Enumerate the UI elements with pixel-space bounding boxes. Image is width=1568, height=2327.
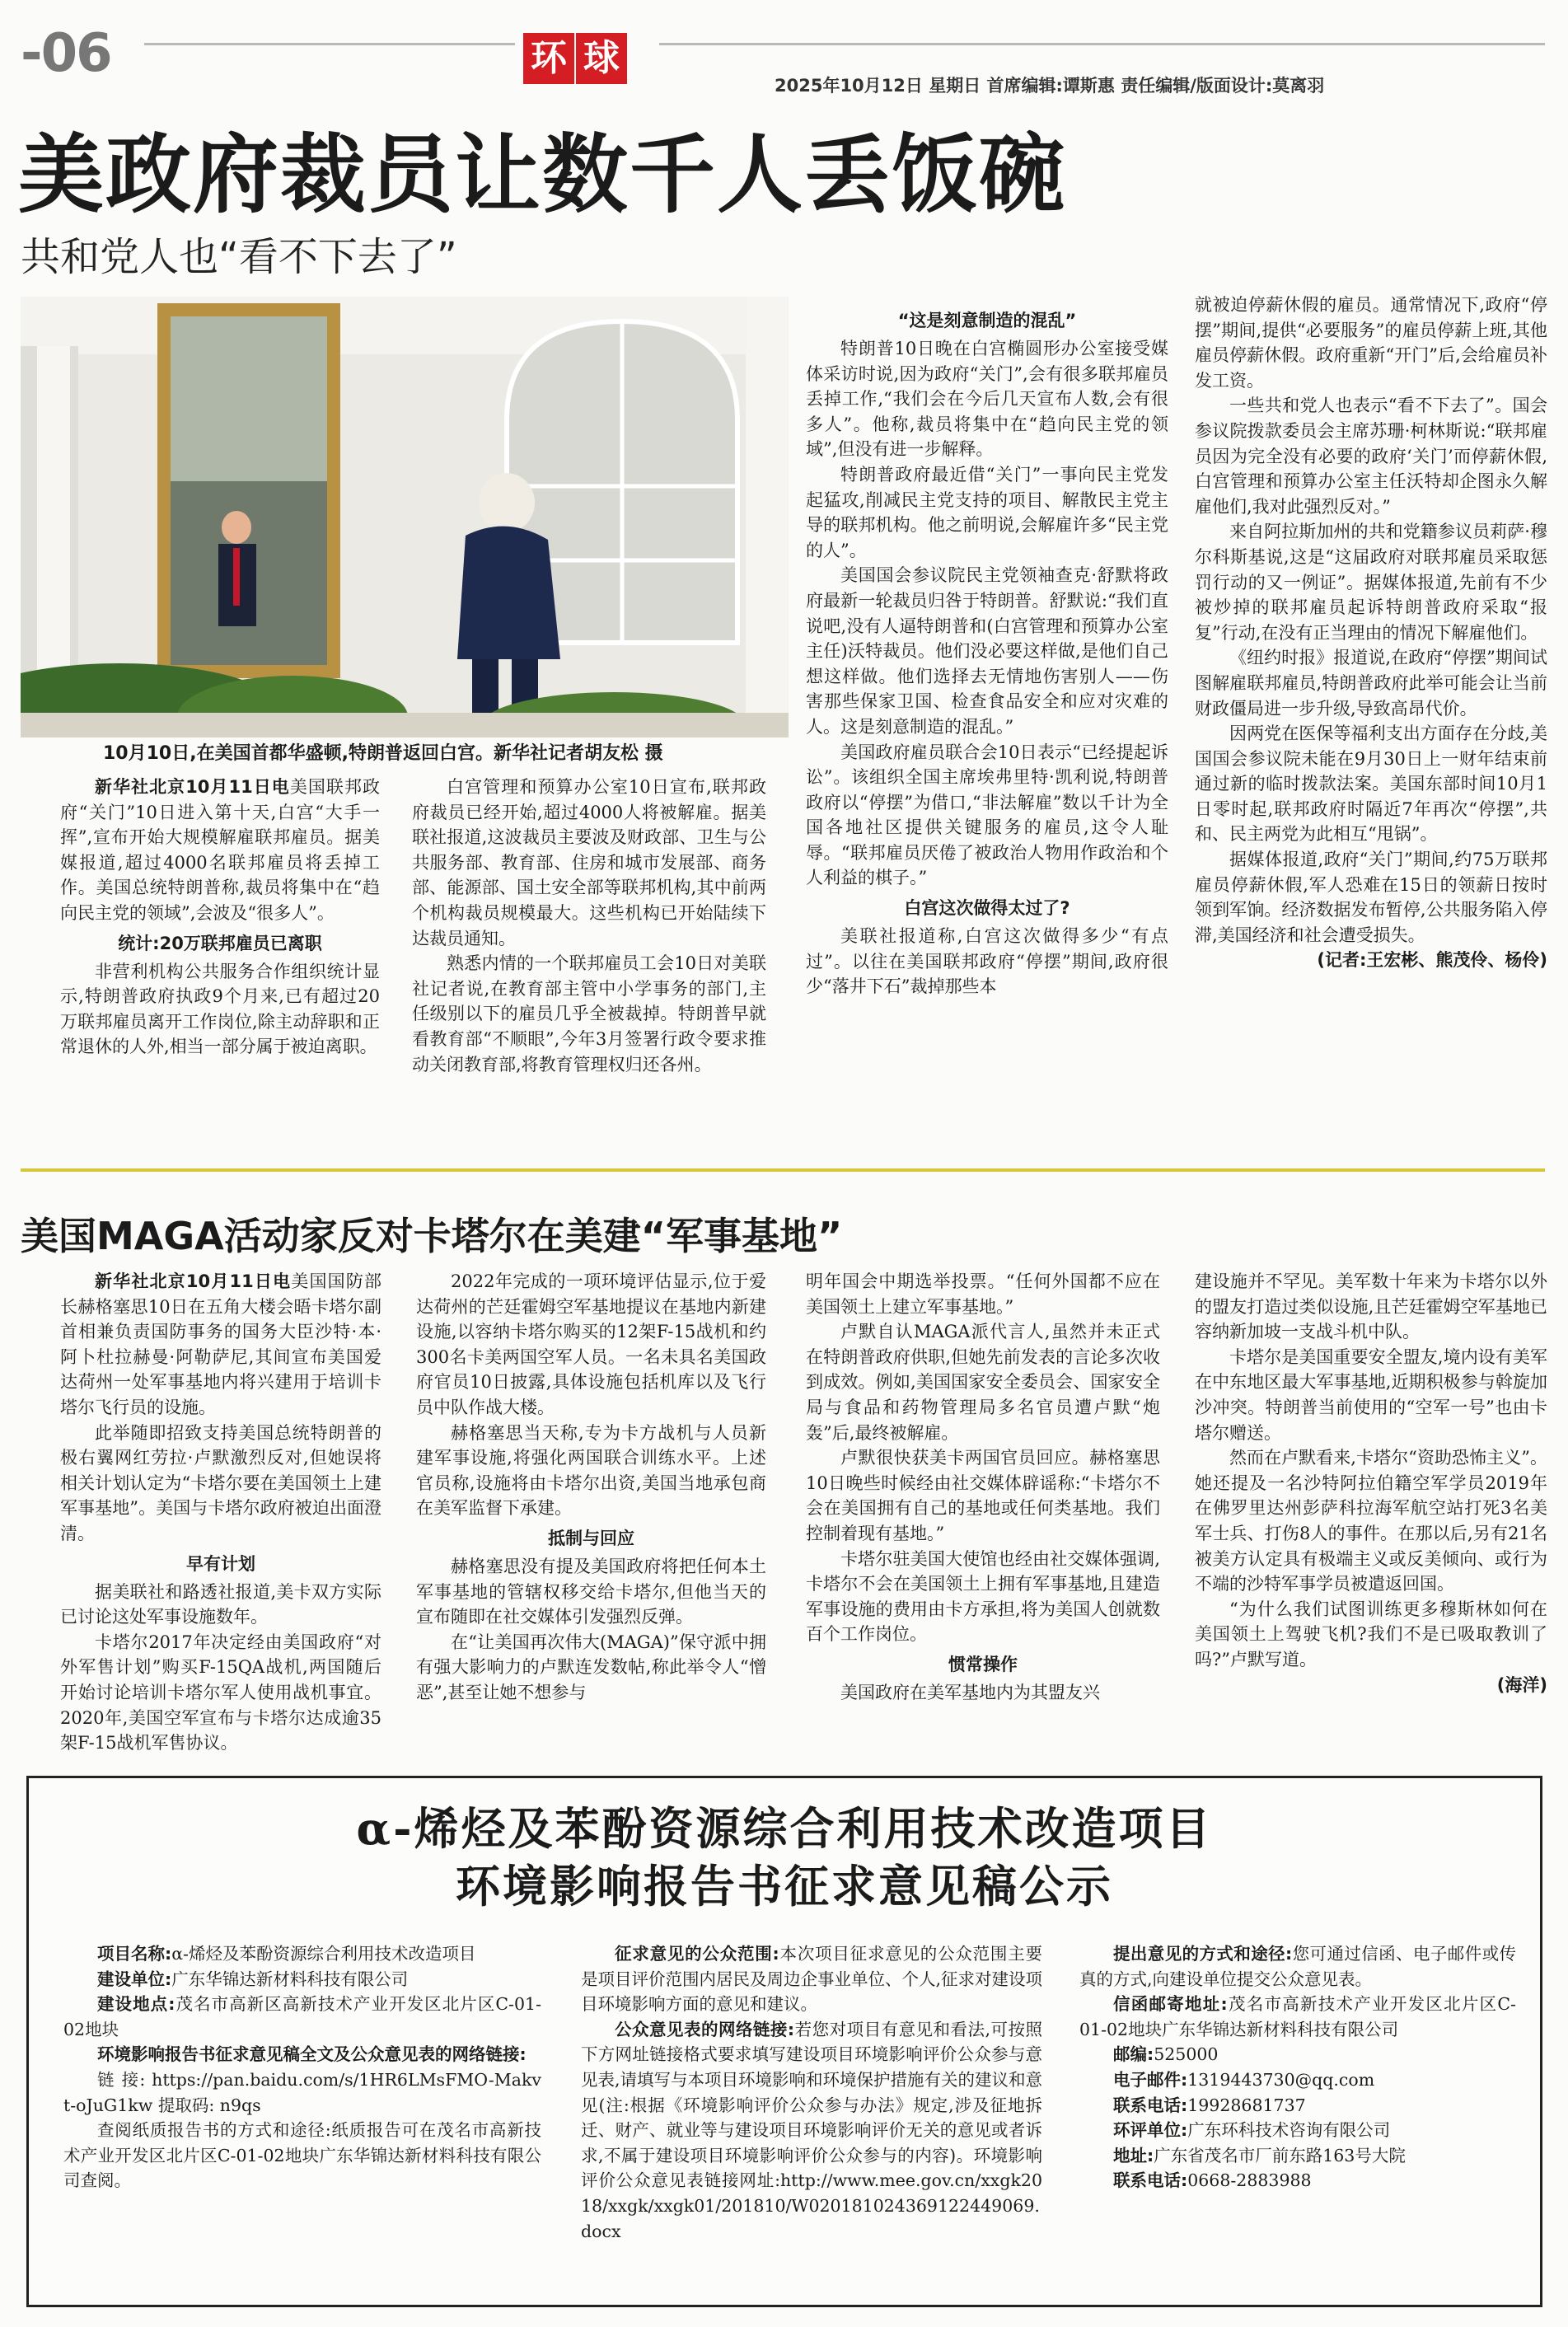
article1-c4-p5: 因两党在医保等福利支出方面存在分歧,美国国会参议院未能在9月30日上一财年结束前通过新的临时拨款法案。美国东部时间10月1日零时起,联邦政府时隔近7年再次“停摆”,共和、民主两党为此相互“甩锅”。 xyxy=(1195,723,1547,845)
notice-column-3 xyxy=(1079,1941,1516,2296)
article1-c1-p1: 美国联邦政府“关门”10日进入第十天,白宫“大手一挥”,宣布开始大规模解雇联邦雇员。据美媒报道,超过4000名联邦雇员将丢掉工作。美国总统特朗普称,裁员将集中在“趋向民主党的领域”,会波及“很多人”。 xyxy=(60,777,380,923)
article1-c4-p6: 据媒体报道,政府“关门”期间,约75万联邦雇员停薪休假,军人恐难在15日的领薪日按时领到军饷。经济数据发布暂停,公共服务陷入停滞,美国经济和社会遭受损失。 xyxy=(1195,850,1547,945)
notice-label: 电子邮件: xyxy=(1113,2069,1188,2090)
notice-value: 您可通过信函、电子邮件或传真的方式,向建设单位提交公众意见表。 xyxy=(1079,1944,1516,1989)
notice-phone: 19928681737 xyxy=(1187,2095,1306,2115)
notice-value: 茂名市高新区高新技术产业开发区北片区C-01-02地块 xyxy=(63,1994,541,2039)
notice-value: 茂名市高新技术产业开发区北片区C-01-02地块广东华锦达新材料科技有限公司 xyxy=(1079,1994,1516,2039)
notice-title-2: 环境影响报告书征求意见稿公示 xyxy=(456,1860,1113,1913)
notice-label: 联系电话: xyxy=(1113,2095,1188,2115)
article1-c2-p2: 熟悉内情的一个联邦雇员工会10日对美联社记者说,在教育部主管中小学事务的部门,主任级别以下的雇员几乎全被裁掉。特朗普早就看教育部“不顺眼”,今年3月签署行政令要求推动关闭教育部,将教育管理权归还各州。 xyxy=(412,953,766,1075)
notice-value: 广东华锦达新材料科技有限公司 xyxy=(171,1969,409,1989)
article1-subheadline: 共和党人也“看不下去了” xyxy=(21,234,457,280)
article1-subhead-3: 白宫这次做得太过了? xyxy=(904,898,1070,919)
article2-column-3 xyxy=(806,1269,1160,1763)
photo-caption: 10月10日,在美国首都华盛顿,特朗普返回白宫。新华社记者胡友松 摄 xyxy=(103,743,663,764)
page-number: -06 xyxy=(21,23,111,84)
notice-label: 建设单位: xyxy=(97,1969,172,1989)
header-rule-right xyxy=(659,43,1545,45)
article2-c1-p1: 美国国防部长赫格塞思10日在五角大楼会晤卡塔尔副首相兼负责国防事务的国务大臣沙特·本·阿卜杜拉赫曼·阿勒萨尼,其间宣布美国爱达荷州一处军事基地内将兴建用于培训卡塔尔飞行员的设施。 xyxy=(60,1271,381,1417)
article1-column-2 xyxy=(412,775,766,1137)
article2-column-2 xyxy=(416,1269,766,1763)
public-notice-box xyxy=(26,1776,1542,2307)
article2-c1-p3: 据美联社和路透社报道,美卡双方实际已讨论这处军事设施数年。 xyxy=(60,1581,381,1627)
article2-c2-p2: 赫格塞思当天称,专为卡方战机与人员新建军事设施,将强化两国联合训练水平。上述官员称,设施将由卡塔尔出资,美国当地承包商在美军监督下承建。 xyxy=(416,1422,766,1519)
notice-label: 环境影响报告书征求意见稿全文及公众意见表的网络链接: xyxy=(97,2044,527,2065)
notice-label: 公众意见表的网络链接: xyxy=(615,2019,795,2039)
section-badge xyxy=(523,33,647,84)
notice-label: 联系电话: xyxy=(1113,2170,1188,2191)
article2-c3-p2: 卢默自认MAGA派代言人,虽然并未正式在特朗普政府供职,但她先前发表的言论多次收到成效。例如,美国国家安全委员会、国家安全局与食品和药物管理局多名官员遭卢默“炮轰”后,最终被解雇。 xyxy=(806,1322,1160,1443)
notice-value: 广东环科技术咨询有限公司 xyxy=(1187,2120,1391,2141)
article1-c3-p1: 特朗普10日晚在白宫椭圆形办公室接受媒体采访时说,因为政府“关门”,会有很多联邦雇员丢掉工作,“我们会在今后几天宣布人数,会有很多人”。他称,裁员将集中在“趋向民主党的领域”,但没有进一步解释。 xyxy=(806,339,1168,460)
header-rule xyxy=(144,43,515,45)
article1-column-1 xyxy=(60,775,380,1137)
notice-paper-access: 查阅纸质报告书的方式和途径:纸质报告可在茂名市高新技术产业开发区北片区C-01-02地块广东华锦达新材料科技有限公司查阅。 xyxy=(63,2120,541,2191)
article2-c4-p2: 卡塔尔是美国重要安全盟友,境内设有美军在中东地区最大军事基地,近期积极参与斡旋加沙冲突。特朗普当前使用的“空军一号”也由卡塔尔赠送。 xyxy=(1195,1346,1547,1443)
article1-c3-p2: 特朗普政府最近借“关门”一事向民主党发起猛攻,削减民主党支持的项目、解散民主党主导的联邦机构。他之前明说,会解雇许多“民主党的人”。 xyxy=(806,464,1168,560)
news-photo xyxy=(21,297,789,737)
article2-c2-p4: 在“让美国再次伟大(MAGA)”保守派中拥有强大影响力的卢默连发数帖,称此举令人“憎恶”,甚至让她不想参与 xyxy=(416,1632,766,1702)
article1-byline: (记者:王宏彬、熊茂伶、杨伶) xyxy=(1317,950,1547,971)
notice-email[interactable]: 1319443730@qq.com xyxy=(1187,2069,1375,2090)
article1-c3-p5: 美联社报道称,白宫这次做得多少“有点过”。以往在美国联邦政府“停摆”期间,政府很少“落井下石”裁掉那些本 xyxy=(806,926,1168,997)
notice-label: 征求意见的公众范围: xyxy=(615,1944,779,1964)
notice-label: 建设地点: xyxy=(97,1994,176,2015)
notice-title-1: α-烯烃及苯酚资源综合利用技术改造项目 xyxy=(356,1802,1213,1855)
section-badge-char-2: 球 xyxy=(576,33,627,84)
article2-subhead-1: 早有计划 xyxy=(186,1553,255,1574)
article2-column-4 xyxy=(1195,1269,1547,1763)
article2-headline: 美国MAGA活动家反对卡塔尔在美建“军事基地” xyxy=(21,1214,843,1258)
article2-c3-p5: 美国政府在美军基地内为其盟友兴 xyxy=(840,1682,1100,1702)
notice-form-link[interactable]: 若您对项目有意见和看法,可按照下方网址链接格式要求填写建设项目环境影响评价公众参与意见表,请填写与本项目环境影响和环境保护措施有关的建议和意见(注:根据《环境影响评价公众参与办法》规定,涉及征地拆迁、财产、就业等与建设项目环境影响评价无关的意见或者诉求,不属于建设项目环境影响评价公众参与的内容)。环境影响评价公众意见表链接网址:http://www.mee.gov.cn/xxgk2018/xxgk/xxgk01/201810/W020181024369122449069.docx xyxy=(581,2019,1042,2241)
article2-c4-p4: “为什么我们试图训练更多穆斯林如何在美国领土上驾驶飞机?我们不是已吸取教训了吗?”卢默写道。 xyxy=(1195,1599,1547,1669)
notice-label: 邮编: xyxy=(1113,2044,1154,2065)
notice-column-2 xyxy=(581,1941,1042,2296)
article2-c1-p4: 卡塔尔2017年决定经由美国政府“对外军售计划”购买F-15QA战机,两国随后开始讨论培训卡塔尔军人使用战机事宜。2020年,美国空军宣布与卡塔尔达成逾35架F-15战机军售协议。 xyxy=(60,1632,381,1753)
article1-c3-p4: 美国政府雇员联合会10日表示“已经提起诉讼”。该组织全国主席埃弗里特·凯利说,特朗普政府以“停摆”为借口,“非法解雇”数以千计为全国各地社区提供关键服务的雇员,这令人耻辱。“联邦雇员厌倦了被政治人物用作政治和个人利益的棋子。” xyxy=(806,742,1168,888)
article-divider xyxy=(21,1168,1545,1172)
article1-c4-p4: 《纽约时报》报道说,在政府“停摆”期间试图解雇联邦雇员,特朗普政府此举可能会让当前财政僵局进一步升级,导致高昂代价。 xyxy=(1195,648,1547,719)
notice-value: 525000 xyxy=(1154,2044,1219,2065)
notice-label: 项目名称: xyxy=(97,1944,172,1964)
article1-c1-p2: 非营利机构公共服务合作组织统计显示,特朗普政府执政9个月来,已有超过20万联邦雇员离开工作岗位,除主动辞职和正常退休的人外,相当一部分属于被迫离职。 xyxy=(60,961,380,1057)
article2-subhead-2: 抵制与回应 xyxy=(548,1528,634,1548)
article2-c4-p1: 建设施并不罕见。美军数十年来为卡塔尔以外的盟友打造过类似设施,且芒廷霍姆空军基地已容纳新加坡一支战斗机中队。 xyxy=(1195,1271,1547,1342)
article1-subhead-1: 统计:20万联邦雇员已离职 xyxy=(118,933,322,953)
section-badge-char-1: 环 xyxy=(523,33,574,84)
notice-label: 地址: xyxy=(1113,2145,1154,2165)
article2-c3-p1: 明年国会中期选举投票。“任何外国都不应在美国领土上建立军事基地。” xyxy=(806,1271,1160,1317)
notice-label: 信函邮寄地址: xyxy=(1113,1994,1228,2015)
article2-c3-p3: 卢默很快获美卡两国官员回应。赫格塞思10日晚些时候经由社交媒体辟谣称:“卡塔尔不会在美国拥有自己的基地或任何类基地。我们控制着现有基地。” xyxy=(806,1448,1160,1543)
article1-column-3 xyxy=(806,303,1168,1135)
article1-c4-p3: 来自阿拉斯加州的共和党籍参议员莉萨·穆尔科斯基说,这是“这届政府对联邦雇员采取惩罚行动的又一例证”。据媒体报道,先前有不少被炒掉的联邦雇员起诉特朗普政府采取“报复”行动,在没有正当理由的情况下解雇他们。 xyxy=(1195,522,1547,643)
article2-subhead-3: 惯常操作 xyxy=(948,1654,1018,1674)
notice-value: 广东省茂名市厂前东路163号大院 xyxy=(1154,2145,1406,2165)
article2-column-1 xyxy=(60,1269,381,1763)
article1-c3-p3: 美国国会参议院民主党领袖查克·舒默将政府最新一轮裁员归咎于特朗普。舒默说:“我们直说吧,没有人逼特朗普和(白宫管理和预算办公室主任)沃特裁员。他们没必要这样做,是他们自己想这样做。他们选择去无情地伤害别人——伤害那些保家卫国、检查食品安全和应对灾难的人。这是刻意制造的混乱。” xyxy=(806,565,1168,737)
article1-c4-p1: 就被迫停薪休假的雇员。通常情况下,政府“停摆”期间,提供“必要服务”的雇员停薪上班,其他雇员停薪休假。政府重新“开门”后,会给雇员补发工资。 xyxy=(1195,295,1547,391)
notice-label: 环评单位: xyxy=(1113,2120,1188,2141)
notice-value: 本次项目征求意见的公众范围主要是项目评价范围内居民及周边企事业单位、个人,征求对建设项目环境影响方面的意见和建议。 xyxy=(581,1944,1042,2015)
article1-subhead-2: “这是刻意制造的混乱” xyxy=(897,311,1077,330)
article2-byline: (海洋) xyxy=(1496,1674,1547,1695)
article2-c3-p4: 卡塔尔驻美国大使馆也经由社交媒体强调,卡塔尔不会在美国领土上拥有军事基地,且建造军事设施的费用由卡方承担,将为美国人创就数百个工作岗位。 xyxy=(806,1548,1160,1645)
article2-c2-p1: 2022年完成的一项环境评估显示,位于爱达荷州的芒廷霍姆空军基地提议在基地内新建设施,以容纳卡塔尔购买的12架F-15战机和约300名卡美两国空军人员。一名未具名美国政府官员10日披露,具体设施包括机库以及飞行员中队作战大楼。 xyxy=(416,1271,766,1417)
article2-lead: 新华社北京10月11日电 xyxy=(95,1271,292,1291)
article1-lead: 新华社北京10月11日电 xyxy=(95,777,290,797)
article1-c2-p1: 白宫管理和预算办公室10日宣布,联邦政府裁员已经开始,超过4000人将被解雇。据美联社报道,这波裁员主要波及财政部、卫生与公共服务部、教育部、住房和城市发展部、商务部、能源部、国土安全部等联邦机构,其中前两个机构裁员规模最大。这些机构已开始陆续下达裁员通知。 xyxy=(412,777,766,948)
notice-column-1 xyxy=(63,1941,541,2296)
dateline: 2025年10月12日 星期日 首席编辑:谭斯惠 责任编辑/版面设计:莫离羽 xyxy=(775,76,1325,96)
notice-download-link[interactable]: 链 接: https://pan.baidu.com/s/1HR6LMsFMO-Makvt-oJuG1kw 提取码: n9qs xyxy=(63,2069,541,2115)
notice-value: α-烯烃及苯酚资源综合利用技术改造项目 xyxy=(171,1944,476,1964)
notice-label: 提出意见的方式和途径: xyxy=(1113,1944,1293,1964)
article2-c1-p2: 此举随即招致支持美国总统特朗普的极右翼网红劳拉·卢默激烈反对,但她误将相关计划认定为“卡塔尔要在美国领土上建军事基地”。美国与卡塔尔政府被迫出面澄清。 xyxy=(60,1422,381,1543)
article2-c2-p3: 赫格塞思没有提及美国政府将把任何本土军事基地的管辖权移交给卡塔尔,但他当天的宣布随即在社交媒体引发强烈反弹。 xyxy=(416,1556,766,1627)
article1-column-4 xyxy=(1195,293,1547,1137)
article1-c4-p2: 一些共和党人也表示“看不下去了”。国会参议院拨款委员会主席苏珊·柯林斯说:“联邦雇员因为完全没有必要的政府‘关门’而停薪休假,白宫管理和预算办公室主任沃特却企图永久解雇他们,我对此强烈反对。” xyxy=(1195,396,1547,517)
article1-headline: 美政府裁员让数千人丢饭碗 xyxy=(18,124,1067,225)
notice-phone: 0668-2883988 xyxy=(1187,2170,1312,2191)
article2-c4-p3: 然而在卢默看来,卡塔尔“资助恐怖主义”。她还提及一名沙特阿拉伯籍空军学员2019年在佛罗里达州彭萨科拉海军航空站打死3名美军士兵、打伤8人的事件。在那以后,另有21名被美方认定具有极端主义或反美倾向、或行为不端的沙特军事学员被遣返回国。 xyxy=(1195,1448,1547,1594)
photo-illustration xyxy=(21,297,789,737)
